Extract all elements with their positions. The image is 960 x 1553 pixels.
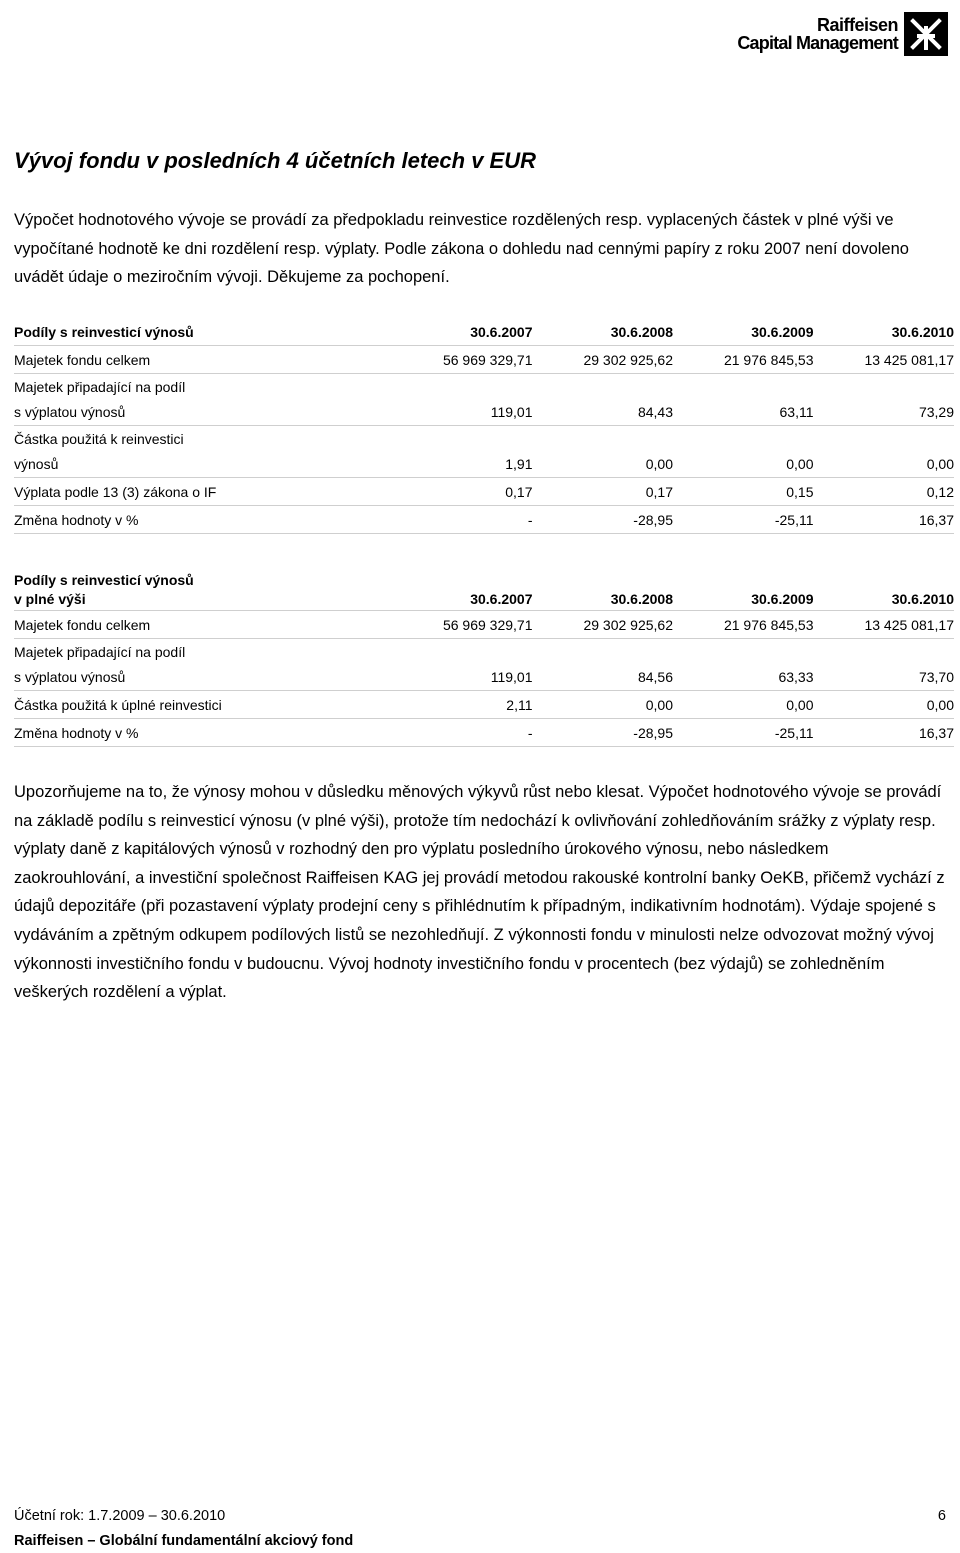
cell-value: 1,91: [392, 451, 533, 478]
row-label-line2: s výplatou výnosů: [14, 399, 392, 426]
cell-value: 0,00: [814, 451, 955, 478]
table-row: [14, 399, 954, 426]
cell-value: 0,12: [814, 478, 955, 506]
performance-table-reinvestment: [14, 318, 954, 534]
cell-value: 21 976 845,53: [673, 611, 814, 639]
cell-value: 56 969 329,71: [392, 346, 533, 374]
cell-value: 0,15: [673, 478, 814, 506]
cell-value: -: [392, 506, 533, 534]
cell-value: 73,70: [814, 664, 955, 691]
table-row: [14, 664, 954, 691]
table-header-label-line1: Podíly s reinvesticí výnosů: [14, 572, 194, 588]
cell-value: 0,00: [673, 451, 814, 478]
cell-value: 13 425 081,17: [814, 611, 955, 639]
table-row: [14, 611, 954, 639]
table-row: [14, 374, 954, 400]
row-label-line1: Majetek připadající na podíl: [14, 378, 186, 395]
cell-value: 2,11: [392, 691, 533, 719]
table-header-label-line2: v plné výši: [14, 588, 392, 611]
table-row: [14, 639, 954, 665]
cell-value: 0,17: [392, 478, 533, 506]
table-header-date: 30.6.2007: [392, 318, 533, 346]
cell-value: 21 976 845,53: [673, 346, 814, 374]
cell-value: 0,00: [533, 451, 674, 478]
cell-value: 73,29: [814, 399, 955, 426]
table-header-row: [14, 318, 954, 346]
row-label: Výplata podle 13 (3) zákona o IF: [14, 478, 392, 506]
table-row: [14, 451, 954, 478]
cell-value: 0,00: [533, 691, 674, 719]
table-row: [14, 691, 954, 719]
table-header-row: [14, 588, 954, 611]
row-label-line2: výnosů: [14, 451, 392, 478]
logo-wordmark: [737, 16, 898, 52]
row-label: Změna hodnoty v %: [14, 506, 392, 534]
cell-value: 56 969 329,71: [392, 611, 533, 639]
cell-value: -28,95: [533, 719, 674, 747]
cell-value: 16,37: [814, 719, 955, 747]
logo-line1: Raiffeisen: [816, 15, 898, 35]
cell-value: 16,37: [814, 506, 955, 534]
cell-value: 63,33: [673, 664, 814, 691]
row-label: Majetek fondu celkem: [14, 611, 392, 639]
table-header-row: [14, 562, 954, 588]
cell-value: 29 302 925,62: [533, 611, 674, 639]
row-label-line1: Částka použitá k reinvestici: [14, 430, 184, 447]
cell-value: 119,01: [392, 399, 533, 426]
table-header-date: 30.6.2009: [673, 318, 814, 346]
cell-value: -28,95: [533, 506, 674, 534]
logo-line2: Capital Management: [737, 33, 898, 53]
footer-fiscal-year: Účetní rok: 1.7.2009 – 30.6.2010: [14, 1508, 226, 1524]
cell-value: 119,01: [392, 664, 533, 691]
table-row: [14, 719, 954, 747]
raiffeisen-gable-cross-icon: [904, 12, 948, 56]
cell-value: 84,43: [533, 399, 674, 426]
row-label-line1: Majetek připadající na podíl: [14, 643, 186, 660]
table-header-label: Podíly s reinvesticí výnosů: [14, 318, 392, 346]
cell-value: 0,17: [533, 478, 674, 506]
table-row: [14, 506, 954, 534]
cell-value: -: [392, 719, 533, 747]
row-label: Majetek fondu celkem: [14, 346, 392, 374]
cell-value: 0,00: [673, 691, 814, 719]
page-title: Vývoj fondu v posledních 4 účetních letech v EUR: [14, 148, 536, 173]
table-row: [14, 346, 954, 374]
footer-fund-name: Raiffeisen – Globální fundamentální akciový fond: [14, 1533, 354, 1549]
cell-value: 29 302 925,62: [533, 346, 674, 374]
raiffeisen-logo: [737, 12, 948, 56]
table-header-date: 30.6.2009: [673, 588, 814, 611]
cell-value: 63,11: [673, 399, 814, 426]
table-row: [14, 478, 954, 506]
page-number: 6: [937, 1508, 946, 1524]
row-label: Částka použitá k úplné reinvestici: [14, 691, 392, 719]
cell-value: -25,11: [673, 506, 814, 534]
table-header-date: 30.6.2010: [814, 588, 955, 611]
cell-value: 0,00: [814, 691, 955, 719]
row-label: Změna hodnoty v %: [14, 719, 392, 747]
performance-table-full-reinvestment: [14, 562, 954, 747]
cell-value: -25,11: [673, 719, 814, 747]
table-header-date: 30.6.2008: [533, 318, 674, 346]
table-header-date: 30.6.2008: [533, 588, 674, 611]
table-header-date: 30.6.2010: [814, 318, 955, 346]
intro-paragraph: Výpočet hodnotového vývoje se provádí za předpokladu reinvestice rozdělených resp. vyplacených částek v plné výši ve vypočítané hodnotě ke dni rozdělení resp. výplaty. Podle zákona o dohledu nad cennými papíry z roku 2007 není dovoleno uvádět údaje o meziročním vývoji. Děkujeme za pochopení.: [14, 211, 909, 286]
disclaimer-paragraph: Upozorňujeme na to, že výnosy mohou v důsledku měnových výkyvů růst nebo klesat. Výpočet hodnotového vývoje se provádí na základě podílu s reinvesticí výnosu (v plné výši), protože tím nedochází k ovlivňování zohledňováním srážky z výplaty resp. výplaty daně z kapitálových výnosů v rozhodný den pro výplatu posledního úrokového výnosu, nebo následkem zaokrouhlování, a investiční společnost Raiffeisen KAG jej provádí metodou rakouské kontrolní banky OeKB, přičemž vychází z údajů depozitáře (při pozastavení výplaty prodejní ceny s přihlédnutím k případným, indikativním hodnotám). Výdaje spojené s vydáváním a zpětným odkupem podílových listů se nezohledňují. Z výkonnosti fondu v minulosti nelze odvozovat možný vývoj výkonnosti investičního fondu v budoucnu. Vývoj hodnoty investičního fondu v procentech (bez výdajů) se zohledněním veškerých rozdělení a výplat.: [14, 783, 945, 1002]
cell-value: 13 425 081,17: [814, 346, 955, 374]
table-header-date: 30.6.2007: [392, 588, 533, 611]
row-label-line2: s výplatou výnosů: [14, 664, 392, 691]
table-row: [14, 426, 954, 452]
cell-value: 84,56: [533, 664, 674, 691]
